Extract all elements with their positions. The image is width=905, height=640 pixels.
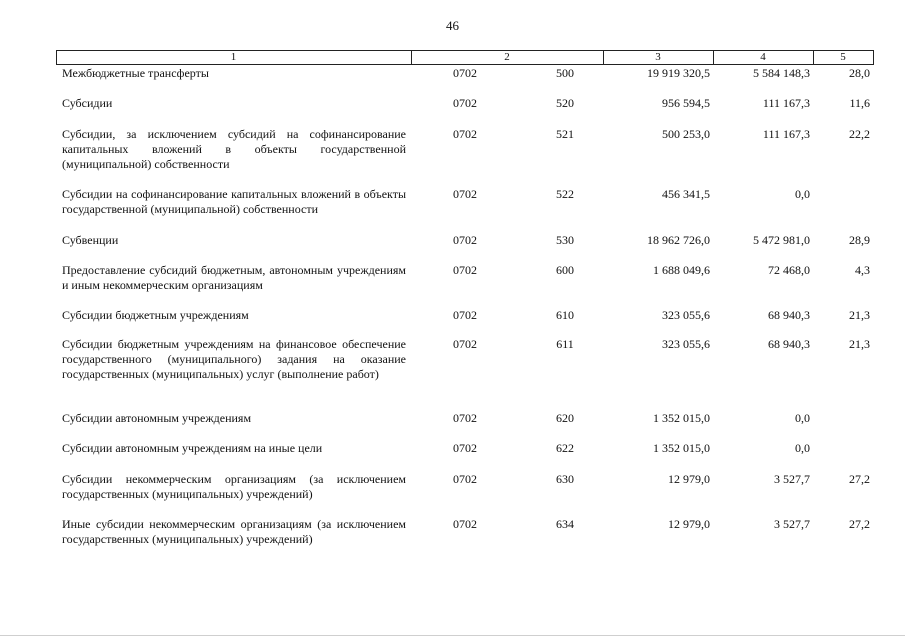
row-expense-code: 522: [556, 187, 574, 201]
row-expense-code: 530: [556, 233, 574, 247]
row-actual-value: 5 584 148,3: [753, 66, 810, 80]
row-plan-value: 323 055,6: [662, 337, 710, 351]
row-plan-value: 12 979,0: [668, 517, 710, 531]
row-name: Иные субсидии некоммерческим организациям (за исключением государственных (муниципальных) учреждений): [62, 517, 406, 546]
row-plan-value: 12 979,0: [668, 472, 710, 486]
header-col-1: 1: [230, 51, 237, 63]
row-section-code: 0702: [453, 187, 477, 201]
row-percent: 4,3: [855, 263, 870, 277]
row-section-code: 0702: [453, 127, 477, 141]
row-percent: 27,2: [849, 517, 870, 531]
row-name: Субсидии некоммерческим организациям (за исключением государственных (муниципальных) учреждений): [62, 472, 406, 501]
row-section-code: 0702: [453, 517, 477, 531]
row-plan-value: 1 352 015,0: [653, 411, 710, 425]
row-expense-code: 620: [556, 411, 574, 425]
row-section-code: 0702: [453, 411, 477, 425]
row-percent: 21,3: [849, 337, 870, 351]
row-actual-value: 111 167,3: [762, 127, 810, 141]
row-expense-code: 600: [556, 263, 574, 277]
row-section-code: 0702: [453, 308, 477, 322]
row-percent: 27,2: [849, 472, 870, 486]
row-name: Субвенции: [62, 233, 119, 247]
row-name: Субсидии бюджетным учреждениям: [62, 308, 249, 322]
row-actual-value: 3 527,7: [774, 517, 810, 531]
row-expense-code: 630: [556, 472, 574, 486]
row-percent: 28,0: [849, 66, 870, 80]
row-expense-code: 521: [556, 127, 574, 141]
row-expense-code: 622: [556, 441, 574, 455]
header-col-4: 4: [760, 51, 766, 63]
row-plan-value: 456 341,5: [662, 187, 710, 201]
row-section-code: 0702: [453, 96, 477, 110]
row-section-code: 0702: [453, 263, 477, 277]
row-expense-code: 634: [556, 517, 574, 531]
row-actual-value: 3 527,7: [774, 472, 810, 486]
page-bottom-edge: [0, 635, 905, 636]
row-section-code: 0702: [453, 337, 477, 351]
row-plan-value: 500 253,0: [662, 127, 710, 141]
row-actual-value: 68 940,3: [768, 308, 810, 322]
row-section-code: 0702: [453, 233, 477, 247]
row-actual-value: 5 472 981,0: [753, 233, 810, 247]
row-percent: 11,6: [849, 96, 870, 110]
row-expense-code: 610: [556, 308, 574, 322]
row-name: Субсидии автономным учреждениям: [62, 411, 252, 425]
row-plan-value: 1 688 049,6: [653, 263, 710, 277]
row-plan-value: 18 962 726,0: [647, 233, 710, 247]
row-percent: 21,3: [849, 308, 870, 322]
row-expense-code: 520: [556, 96, 574, 110]
row-name: Субсидии бюджетным учреждениям на финансовое обеспечение государственного (муниципального) задания на оказание государственных (муниципальных) услуг (выполнение работ): [62, 337, 406, 381]
row-expense-code: 500: [556, 66, 574, 80]
row-actual-value: 72 468,0: [768, 263, 810, 277]
header-col-3: 3: [655, 51, 661, 63]
row-percent: 22,2: [849, 127, 870, 141]
header-divider: [873, 50, 874, 64]
row-percent: 28,9: [849, 233, 870, 247]
row-expense-code: 611: [556, 337, 574, 351]
header-col-2: 2: [504, 51, 510, 63]
page-number: 46: [446, 18, 459, 33]
header-bottom-border: [56, 64, 874, 65]
row-plan-value: 1 352 015,0: [653, 441, 710, 455]
row-actual-value: 0,0: [795, 441, 810, 455]
row-actual-value: 68 940,3: [768, 337, 810, 351]
row-section-code: 0702: [453, 472, 477, 486]
row-actual-value: 0,0: [795, 187, 810, 201]
row-name: Межбюджетные трансферты: [62, 66, 209, 80]
row-actual-value: 111 167,3: [762, 96, 810, 110]
row-plan-value: 956 594,5: [662, 96, 710, 110]
row-name: Субсидии автономным учреждениям на иные цели: [62, 441, 323, 455]
row-name: Субсидии на софинансирование капитальных вложений в объекты государственной (муниципальной) собственности: [62, 187, 406, 216]
row-actual-value: 0,0: [795, 411, 810, 425]
row-section-code: 0702: [453, 441, 477, 455]
row-plan-value: 323 055,6: [662, 308, 710, 322]
row-name: Субсидии: [62, 96, 113, 110]
row-name: Предоставление субсидий бюджетным, автономным учреждениям и иным некоммерческим организациям: [62, 263, 406, 292]
row-section-code: 0702: [453, 66, 477, 80]
header-col-5: 5: [840, 51, 846, 63]
row-name: Субсидии, за исключением субсидий на софинансирование капитальных вложений в объекты государственной (муниципальной) собственности: [62, 127, 406, 171]
row-plan-value: 19 919 320,5: [647, 66, 710, 80]
